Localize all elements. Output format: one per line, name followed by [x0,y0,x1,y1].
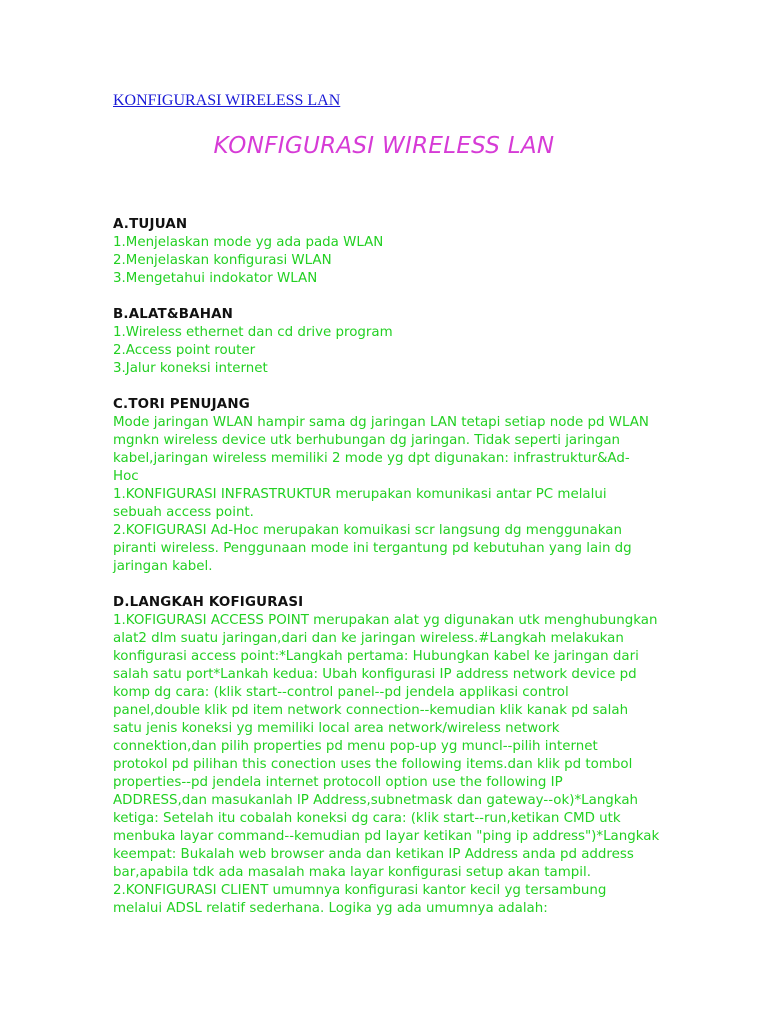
text-line: 1.Menjelaskan mode yg ada pada WLAN [113,235,384,250]
text-line: komp dg cara: (klik start--control panel--pd jendela applikasi control [113,685,569,700]
text-line: jaringan kabel. [113,559,213,574]
section-heading: A.TUJUAN [113,217,188,232]
text-line: ADDRESS,dan masukanlah IP Address,subnetmask dan gateway--ok)*Langkah [113,793,639,808]
text-line: bar,apabila tdk ada masalah maka layar konfigurasi setup akan tampil. [113,865,591,880]
text-line: 3.Jalur koneksi internet [113,361,268,376]
section-teori-penunjang [113,396,673,576]
text-line: 2.Access point router [113,343,256,358]
document-body [113,216,673,936]
text-line: 1.Wireless ethernet dan cd drive program [113,325,393,340]
section-tujuan [113,216,673,288]
text-line: 2.KOFIGURASI Ad-Hoc merupakan komuikasi scr langsung dg menggunakan [113,523,622,538]
text-line: 1.KOFIGURASI ACCESS POINT merupakan alat yg digunakan utk menghubungkan [113,613,658,628]
section-alat-bahan [113,306,673,378]
text-line: panel,double klik pd item network connection--kemudian klik kanak pd salah [113,703,629,718]
text-line: satu jenis koneksi yg memiliki local area network/wireless network [113,721,560,736]
text-line: protokol pd pilihan this conection uses the following items.dan klik pd tombol [113,757,633,772]
text-line: 2.KONFIGURASI CLIENT umumnya konfigurasi kantor kecil yg tersambung [113,883,607,898]
title-link[interactable]: KONFIGURASI WIRELESS LAN [113,92,341,109]
text-line: Mode jaringan WLAN hampir sama dg jaringan LAN tetapi setiap node pd WLAN [113,415,649,430]
text-line: menbuka layar command--kemudian pd layar ketikan "ping ip address")*Langkak [113,829,660,844]
section-heading: B.ALAT&BAHAN [113,307,234,322]
text-line: alat2 dlm suatu jaringan,dari dan ke jaringan wireless.#Langkah melakukan [113,631,624,646]
text-line: 3.Mengetahui indokator WLAN [113,271,318,286]
text-line: melalui ADSL relatif sederhana. Logika yg ada umumnya adalah: [113,901,548,916]
text-line: salah satu port*Lankah kedua: Ubah konfigurasi IP address network device pd [113,667,637,682]
section-langkah-konfigurasi [113,594,673,918]
text-line: Hoc [113,469,139,484]
text-line: ketiga: Setelah itu cobalah koneksi dg cara: (klik start--run,ketikan CMD utk [113,811,621,826]
text-line: sebuah access point. [113,505,254,520]
text-line: properties--pd jendela internet protocoll option use the following IP [113,775,563,790]
section-heading: D.LANGKAH KOFIGURASI [113,595,304,610]
section-heading: C.TORI PENUJANG [113,397,250,412]
page-title: KONFIGURASI WIRELESS LAN [213,133,555,159]
text-line: 2.Menjelaskan konfigurasi WLAN [113,253,332,268]
text-line: mgnkn wireless device utk berhubungan dg jaringan. Tidak seperti jaringan [113,433,621,448]
text-line: kabel,jaringan wireless memiliki 2 mode yg dpt digunakan: infrastruktur&Ad- [113,451,630,466]
text-line: konfigurasi access point:*Langkah pertama: Hubungkan kabel ke jaringan dari [113,649,639,664]
text-line: keempat: Bukalah web browser anda dan ketikan IP Address anda pd address [113,847,634,862]
text-line: piranti wireless. Penggunaan mode ini tergantung pd kebutuhan yang lain dg [113,541,632,556]
text-line: connektion,dan pilih properties pd menu pop-up yg muncl--pilih internet [113,739,598,754]
text-line: 1.KONFIGURASI INFRASTRUKTUR merupakan komunikasi antar PC melalui [113,487,607,502]
